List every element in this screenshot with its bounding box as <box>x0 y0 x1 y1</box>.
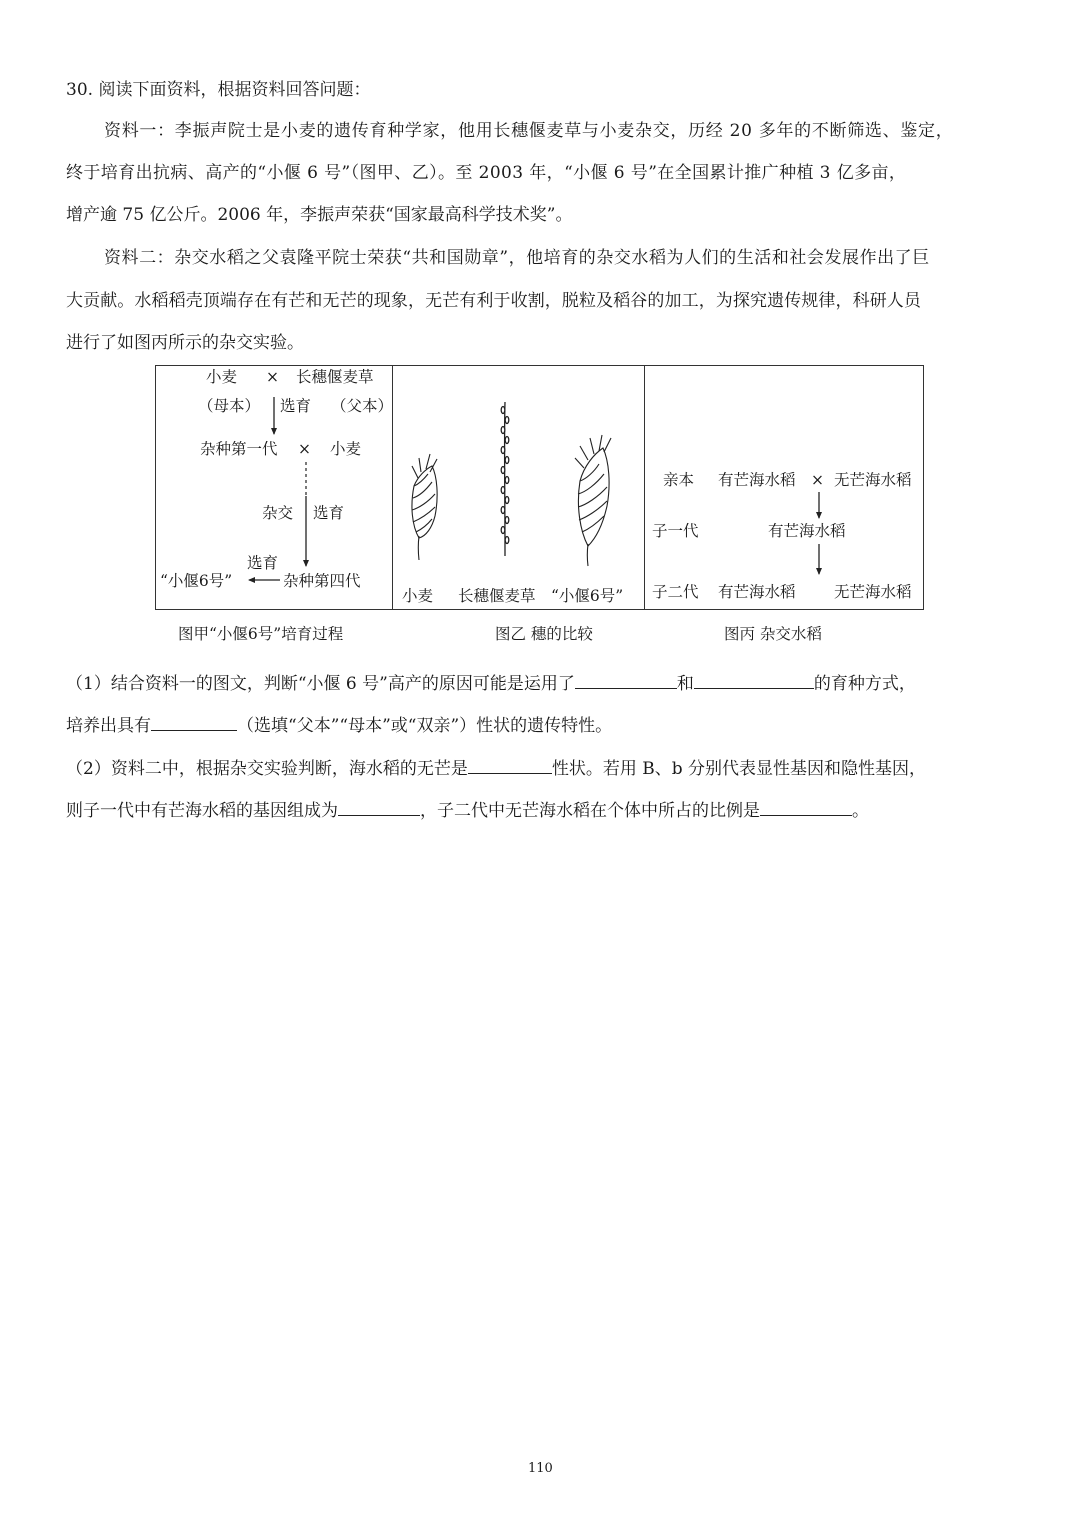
q2-line2 <box>66 797 869 823</box>
q1-text-c: 的育种方式， <box>813 674 916 694</box>
q2-line1 <box>66 755 926 781</box>
figure-c-caption: 图丙 杂交水稻 <box>724 625 822 643</box>
q1-text-a: （1）结合资料一的图文，判断“小偃 6 号”高产的原因可能是运用了 <box>66 674 575 694</box>
material2-line1: 资料二：杂交水稻之父袁隆平院士荣获“共和国勋章”，他培育的杂交水稻为人们的生活和社会发展作出了巨 <box>104 248 930 268</box>
material2-line3: 进行了如图丙所示的杂交实验。 <box>66 333 304 353</box>
fig-a-wheat-2: 小麦 <box>330 440 362 458</box>
figure-box <box>155 365 924 610</box>
fig-a-wheat: 小麦 <box>206 368 238 386</box>
q2-blank-2[interactable] <box>338 797 420 816</box>
fig-c-awnless-parent: 无芒海水稻 <box>834 471 912 489</box>
q1-text-b: 和 <box>676 674 694 694</box>
fig-a-hybrid-label: 杂交 <box>262 504 294 522</box>
fig-c-f1-label: 子一代 <box>652 522 699 540</box>
fig-a-select-label-2: 选育 <box>313 504 345 522</box>
page-number: 110 <box>528 1461 553 1476</box>
material1-line2: 终于培育出抗病、高产的“小偃 6 号”（图甲、乙）。至 2003 年，“小偃 6 号”在全国累计推广种植 3 亿多亩， <box>66 163 907 183</box>
fig-a-father-label: （父本） <box>331 397 394 415</box>
fig-c-f2-awnless: 无芒海水稻 <box>834 583 912 601</box>
q2-text-d: ，子二代中无芒海水稻在个体中所占的比例是 <box>420 801 760 821</box>
question-heading: 30. 阅读下面资料，根据资料回答问题： <box>66 80 371 100</box>
q2-text-c: 则子一代中有芒海水稻的基因组成为 <box>66 801 338 821</box>
q2-text-a: （2）资料二中，根据杂交实验判断，海水稻的无芒是 <box>66 759 468 779</box>
figure-b-caption: 图乙 穗的比较 <box>495 625 593 643</box>
fig-c-awned-parent: 有芒海水稻 <box>718 471 796 489</box>
q1-blank-2[interactable] <box>694 670 814 689</box>
q2-blank-3[interactable] <box>760 797 852 816</box>
fig-b-label-wheat: 小麦 <box>402 587 434 605</box>
q2-text-e: 。 <box>852 801 869 821</box>
fig-a-first-generation: 杂种第一代 <box>200 440 278 458</box>
fig-c-cross-symbol: × <box>811 471 824 489</box>
fig-b-label-xiaoyan6: “小偃6号” <box>551 587 624 605</box>
fig-a-mother-label: （母本） <box>198 397 261 415</box>
q2-text-b: 性状。若用 B、b 分别代表显性基因和隐性基因， <box>551 759 927 779</box>
q1-text-d: 培养出具有 <box>66 716 151 736</box>
fig-a-cross-symbol-2: × <box>298 440 311 458</box>
fig-c-arrows <box>156 366 925 611</box>
fig-c-f1-plant: 有芒海水稻 <box>768 522 846 540</box>
q2-blank-1[interactable] <box>468 755 552 774</box>
q1-blank-1[interactable] <box>575 670 677 689</box>
material2-line2: 大贡献。水稻稻壳顶端存在有芒和无芒的现象，无芒有利于收割，脱粒及稻谷的加工，为探究遗传规律，科研人员 <box>66 291 921 311</box>
fig-a-cross-symbol: × <box>266 368 279 386</box>
fig-a-product: “小偃6号” <box>160 572 233 590</box>
fig-c-parents-label: 亲本 <box>663 471 695 489</box>
fig-c-f2-label: 子二代 <box>652 583 699 601</box>
q1-text-e: （选填“父本”“母本”或“双亲”）性状的遗传特性。 <box>237 716 613 736</box>
q1-blank-3[interactable] <box>151 712 237 731</box>
figure-a-caption: 图甲“小偃6号”培育过程 <box>178 625 344 643</box>
fig-a-wheatgrass: 长穗偃麦草 <box>296 368 374 386</box>
fig-a-select-label-3: 选育 <box>247 554 279 572</box>
fig-a-fourth-generation: 杂种第四代 <box>283 572 361 590</box>
material1-line3: 增产逾 75 亿公斤。2006 年，李振声荣获“国家最高科学技术奖”。 <box>66 205 573 225</box>
fig-c-f2-awned: 有芒海水稻 <box>718 583 796 601</box>
fig-b-label-wheatgrass: 长穗偃麦草 <box>458 587 536 605</box>
material1-line1: 资料一：李振声院士是小麦的遗传育种学家，他用长穗偃麦草与小麦杂交，历经 20 多年的不断筛选、鉴定， <box>104 121 954 141</box>
q1-line2 <box>66 712 612 738</box>
q1-line1 <box>66 670 916 696</box>
fig-a-select-label: 选育 <box>280 397 312 415</box>
